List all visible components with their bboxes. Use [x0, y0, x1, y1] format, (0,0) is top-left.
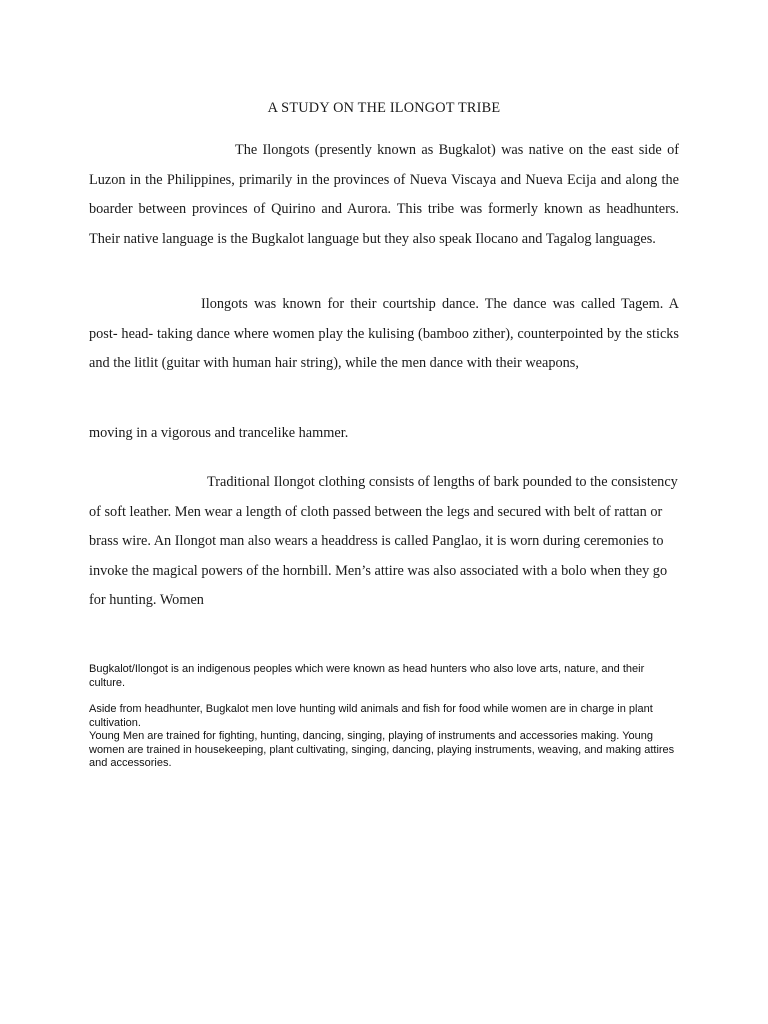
document-title: A STUDY ON THE ILONGOT TRIBE — [267, 100, 501, 116]
note-young-training: Young Men are trained for fighting, hunting, dancing, singing, playing of instruments and accessories making. Young women are trained in housekeeping, plant cultivating, singing, dancing, playing instruments, weaving, and making attires and accessories. — [89, 730, 675, 770]
paragraph-dance-continuation: moving in a vigorous and trancelike hammer. — [89, 425, 349, 441]
paragraph-ilongot-origin: The Ilongots (presently known as Bugkalot) was native on the east side of Luzon in the Philippines, primarily in the provinces of Nueva Viscaya and Nueva Ecija and along the boarder between provinces of Quirino and Aurora. This tribe was formerly known as headhunters. Their native language is the Bugkalot language but they also speak Ilocano and Tagalog languages. — [89, 142, 679, 247]
paragraph-courtship-dance: Ilongots was known for their courtship dance. The dance was called Tagem. A post- head- taking dance where women play the kulising (bamboo zither), counterpointed by the sticks and the litlit (guitar with human hair string), while the men dance with their weapons, — [89, 296, 679, 371]
paragraph-traditional-clothing: Traditional Ilongot clothing consists of lengths of bark pounded to the consistency of soft leather. Men wear a length of cloth passed between the legs and secured with belt of rattan or brass wire. An Ilongot man also wears a headdress is called Panglao, it is worn during ceremonies to invoke the magical powers of the hornbill. Men’s attire was also associated with a bolo when they go for hunting. Women — [89, 474, 678, 608]
notes-training-block — [89, 703, 679, 771]
note-men-hunting: Aside from headhunter, Bugkalot men love hunting wild animals and fish for food while women are in charge in plant cultivation. — [89, 703, 653, 729]
note-bugkalot-summary: Bugkalot/Ilongot is an indigenous peoples which were known as head hunters who also love arts, nature, and their culture. — [89, 663, 645, 689]
